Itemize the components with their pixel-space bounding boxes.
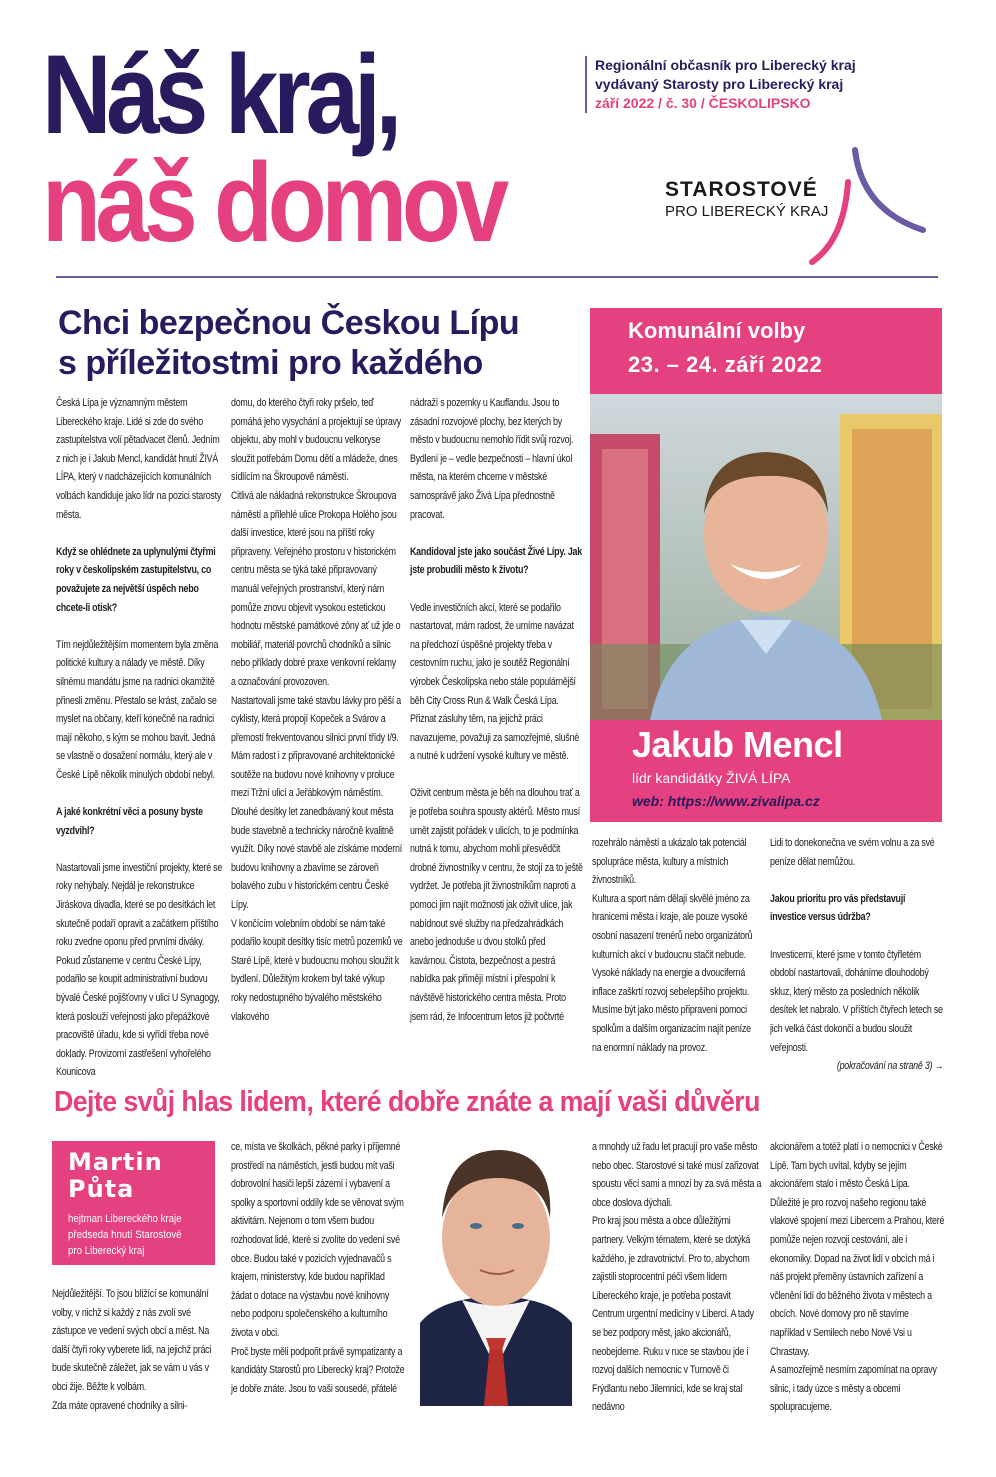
candidate-website-link[interactable]: web: https://www.zivalipa.cz: [632, 793, 820, 809]
author-box: [52, 1141, 215, 1265]
paragraph: Česká Lípa je významným městem Libereckého kraje. Lidé si zde do svého zastupitelstva volí pětadvacet členů. Jedním z nich je i Jakub Mencl, kandidát hnutí ŽIVÁ LÍPA, který v nadcházejících komunálních volbách kandiduje jako lídr na pozici starosty města.: [56, 397, 222, 521]
author-photo: [410, 1138, 582, 1406]
continued-link[interactable]: (pokračování na straně 3) →: [836, 1060, 944, 1073]
author-role-1: hejtman Libereckého kraje: [68, 1213, 182, 1225]
candidate-name: Jakub Mencl: [632, 724, 843, 765]
paragraph: Oživit centrum města je běh na dlouhou trať a je potřeba souhra spousty aktérů. Město musí umět zajistit pořádek v ulicích, to je podmínka nutná k tomu, abychom mohli přesvědčit drobné živnostníky v centru, že stojí za to ještě vydržet. Je potřeba jít živnostníkům naproti a pomoci jim najít možnosti jak oživit ulice, jak nabídnout své služby na předzahrádkách anebo jednoduše u dvou stolků před kavárnou. Čistota, bezpečnost a pestrá nabídka pak přimějí místní i přespolní k návštěvě historického centra města. Proto jsem rád, že Infocentrum letos již počtvrté: [410, 787, 583, 1023]
candidate-role: lídr kandidátky ŽIVÁ LÍPA: [632, 770, 791, 786]
article2-column-2: [231, 1138, 406, 1398]
paragraph: Proč byste měli podpořit právě sympatizanty a kandidáty Starostů pro Liberecký kraj? Protože je dobře znáte. Jsou to vaši sousedé, přátelé: [231, 1345, 405, 1395]
election-date-box: [590, 308, 942, 394]
issue-info-line-3: září 2022 / č. 30 / ČESKOLIPSKO: [595, 95, 811, 111]
article-column-3: [410, 394, 583, 1026]
paragraph: rozehrálo náměstí a ukázalo tak potenciál spolupráce města, kultury a místních živnostníků.: [592, 837, 747, 887]
headline-line-2: s příležitostmi pro každého: [58, 344, 483, 382]
paragraph: domu, do kterého čtyři roky pršelo, teď pomáhá jeho vysychání a projektují se úpravy objektu, aby mohl v budoucnu velkoryse sloužit potřebám Domu dětí a mládeže, dnes sídlícím na Škroupově náměstí.: [231, 397, 401, 484]
article2-headline: Dejte svůj hlas lidem, které dobře znáte a mají vaši důvěru: [54, 1086, 760, 1118]
paragraph: Nejdůležitější. To jsou blížící se komunální volby, v nichž si každý z nás zvolí své zástupce ve vedení svých obcí a měst. Na další čtyři roky vyberete lidi, na jejichž práci bude skutečně záležet, jak se vám u vás v obci žije. Běžte k volbám.: [52, 1288, 212, 1393]
interview-question: Kandidoval jste jako součást Živé Lípy. Jak jste probudili město k životu?: [410, 545, 582, 577]
article-column-5: [770, 834, 943, 1076]
paragraph: Nastartovali jsme také stavbu lávky pro pěší a cyklisty, která propojí Kopeček a Svárov a přemostí frekventovanou silnici první třídy I/9. Mám radost i z připravované architektonické soutěže na budovu nové knihovny v proluce mezi Tržní ulicí a Jeřábkovým náměstím. Dlouhé desítky let zanedbávaný kout města bude stavebně a technicky náročně kvalitně využít. Díky nové stavbě ale získáme moderní budovu knihovny a zbavíme se zároveň bolavého zubu v historickém centru České Lípy.: [231, 694, 402, 912]
article-column-4: [592, 834, 762, 1057]
paragraph: ce, místa ve školkách, pěkné parky i příjemné prostředí na náměstích, jestli budou mít vaši dobrovolní hasiči lepší zázemí i vybavení a spolky a sportovní oddíly kde se věnovat svým aktivitám. Nejenom o tom všem budou rozhodovat lidé, které si zvolíte do vedení své obce. Budou také v pozicích vyjednavačů s krajem, ministerstvy, kde budou například žádat o dotace na výstavbu nové knihovny nebo podporu společenského a kulturního života v obci.: [231, 1141, 404, 1339]
article-headline: [58, 303, 519, 383]
paragraph: Citlivá ale nákladná rekonstrukce Škroupova náměstí a přilehlé ulice Prokopa Holého jsou další investice, které jsou na příští roky připraveny. Veřejného prostoru v historickém centru města se týká také připravovaný manuál veřejných prostranství, který nám pomůže znovu objevit vysokou estetickou hodnotu městské památkové zóny ať už jde o mobiliář, materiál povrchů chodníků a silnic nebo příklady dobré praxe venkovní reklamy a označování provozoven.: [231, 489, 401, 688]
header-divider: [56, 276, 938, 278]
paragraph: V končícím volebním období se nám také podařilo koupit desítky tisíc metrů pozemků ve Staré Lípě, které v budoucnu mohou sloužit k bydlení. Důležitým krokem byl také výkup roky nedostupného bývalého městského vlakového: [231, 917, 403, 1023]
author-role-2: předseda hnutí Starostové: [68, 1229, 182, 1241]
election-title: Komunální volby: [628, 318, 806, 343]
paragraph: akcionářem a totéž platí i o nemocnici v České Lípě. Tam bych uvítal, kdyby se jejím akcionářem stalo i město Česká Lípa.: [770, 1141, 943, 1191]
author-roles: [68, 1211, 182, 1259]
paragraph: Nastartovali jsme investiční projekty, které se roky nehýbaly. Nejdál je rekonstrukce Jiráskova divadla, které se po desítkách let skutečně podaří opravit a začátkem příštího roku zvedne oponu před prvními diváky. Pokud zůstaneme v centru České Lípy, podařilo se koupit administrativní budovu bývalé České pojišťovny v ulici U Synagogy, která poslouží veřejnosti jako přepážkové pracoviště úřadu, kde si vyřídí třeba nové doklady. Provizorní zastřešení vyhořelého Kounicova: [56, 861, 223, 1079]
paragraph: Pro kraj jsou města a obce důležitými partnery. Velkým tématem, které se dotýká každého, je zdravotnictví. Pro to, abychom zajistili stoprocentní péči všem lidem Libereckého kraje, je potřeba postavit Centrum urgentní medicíny v Liberci. A tady se bez podpory měst, jako akcionářů, neobejdeme. Ruku v ruce se stavbou jde i rozvoj dalších nemocnic v Turnově či Frýdlantu nebo Jilemnici, kde se kraj stal nedávno: [592, 1215, 754, 1414]
paragraph: nádraží s pozemky u Kauflandu. Jsou to zásadní rozvojové plochy, bez kterých by město v budoucnu nemohlo řídit svůj rozvoj. Bydlení je – vedle bezpečnosti – hlavní úkol města, na kterém chceme v městské samosprávě jako Živá Lípa přednostně pracovat.: [410, 397, 574, 521]
candidate-portrait-image: [590, 394, 942, 720]
author-first-name: Martin: [68, 1148, 163, 1176]
interview-question: A jaké konkrétní věci a posuny byste vyzdvihl?: [56, 806, 203, 837]
paragraph: Vedle investičních akcí, které se podařilo nastartovat, mám radost, že umíme navázat na předchozí úspěšné projekty třeba v cestovním ruchu, jako je soutěž Regionální výrobek Českolipska nebo stále populárnější běh City Cross Run & Walk Česká Lípa. Přiznat zásluhy těm, na jejichž práci navazujeme, považuji za samozřejmé, slušné a nutné k udržení vysoké kultury ve městě.: [410, 601, 579, 763]
article2-column-1: [52, 1285, 224, 1415]
issue-info-line-1: Regionální občasník pro Liberecký kraj: [595, 57, 856, 73]
issue-info-line-2: vydávaný Starosty pro Liberecký kraj: [595, 76, 844, 92]
article-column-1: [56, 394, 224, 1082]
article2-column-5: [770, 1138, 945, 1417]
logo-subtitle: PRO LIBERECKÝ KRAJ: [665, 203, 829, 220]
headline-line-1: Chci bezpečnou Českou Lípu: [58, 304, 520, 342]
paragraph: Důležité je pro rozvoj našeho regionu také vlakové spojení mezi Libercem a Prahou, které pomůže nejen rozvoji cestování, ale i ekonomiky. Dopad na život lidí v obcích má i náš projekt přeměny ústavních zařízení a včlenění lidí do běžného života v městech a obcích. Nové domovy pro ně stavíme například v Semilech nebo Nové Vsi u Chrastavy.: [770, 1196, 945, 1358]
author-role-3: pro Liberecký kraj: [68, 1245, 145, 1257]
logo-arc-icon: [800, 140, 930, 270]
author-last-name: Půta: [68, 1175, 135, 1203]
interview-question: Když se ohlédnete za uplynulými čtyřmi roky v českolipském zastupitelstvu, co považujete za největší úspěch nebo chcete-li otisk?: [56, 545, 216, 614]
candidate-name-box: [590, 720, 942, 822]
paragraph: A samozřejmě nesmím zapomínat na opravy silnic, i tady úzce s městy a obcemi spolupracujeme.: [770, 1364, 937, 1414]
candidate-photo: [590, 394, 942, 720]
paragraph: Investicemi, které jsme v tomto čtyřletém období nastartovali, doháníme dlouhodobý skluz, který město za posledních několik desítek let nabralo. V příštích čtyřech letech se jich velká část dokončí a budou sloužit veřejnosti.: [770, 948, 943, 1054]
paragraph: Tím nejdůležitějším momentem byla změna politické kultury a nálady ve městě. Díky silnému mandátu jsme na radnici okamžitě přinesli změnu. Přestalo se krást, začalo se myslet na občany, kteří konečně na radnici mají někoho, s kým se mohou bavit. Jedná se vlastně o dosažení normálu, který ale v České Lípě několik minulých období nebyl.: [56, 638, 219, 781]
article-column-2: [231, 394, 403, 1026]
masthead-line-1: Náš kraj,: [42, 32, 398, 157]
interview-question: Jakou prioritu pro vás představují investice versus údržba?: [770, 892, 906, 924]
issue-info: [585, 56, 856, 113]
masthead-line-2: náš domov: [42, 140, 505, 265]
author-portrait-image: [410, 1138, 582, 1406]
election-dates: 23. – 24. září 2022: [628, 352, 823, 377]
paragraph: Kultura a sport nám dělají skvělé jméno za hranicemi města i kraje, ale pouze vysoké osobní nasazení trenérů nebo organizátorů kulturních akcí v budoucnu stačit nebude. Vysoké náklady na energie a dvouciferná inflace zaškrtí rozvoj sebelepšího projektu. Musíme být jako město připraveni pomoci spolkům a dalším organizacím najít peníze na enormní náklady na provoz.: [592, 892, 753, 1054]
paragraph: Lidi to donekonečna ve svém volnu a za své peníze dělat nemůžou.: [770, 837, 935, 868]
logo-name: STAROSTOVÉ: [665, 178, 818, 201]
paragraph: Zda máte opravené chodníky a silni-: [52, 1399, 188, 1412]
article2-column-4: [592, 1138, 762, 1417]
paragraph: a mnohdy už řadu let pracují pro vaše město nebo obec. Starostové si také musí zařizovat spoustu věcí sami a mnozí by za svá města a obce doslova dýchali.: [592, 1141, 762, 1209]
